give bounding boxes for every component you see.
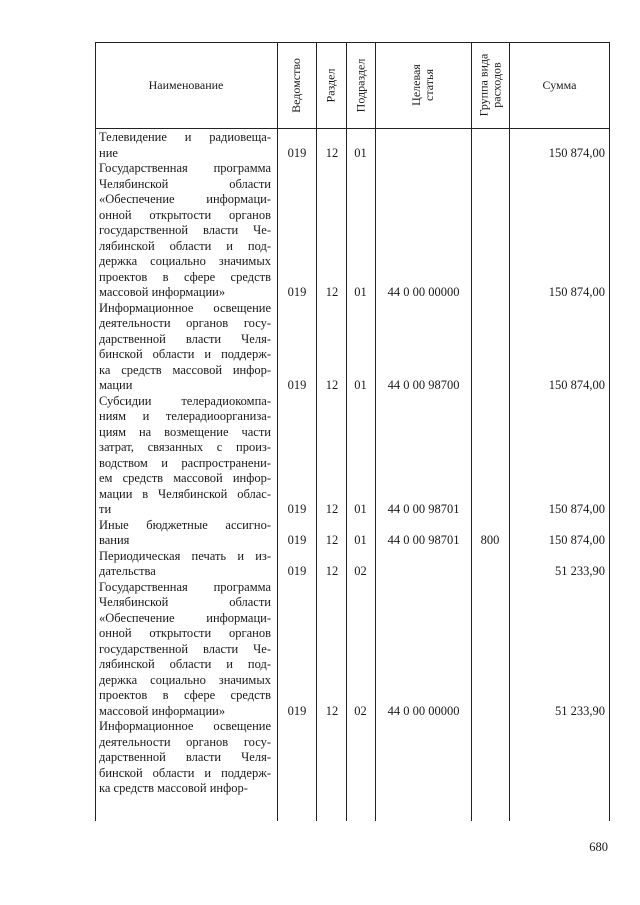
header-gruppa-line2: расходов bbox=[489, 62, 503, 108]
header-summa-text: Сумма bbox=[542, 77, 577, 92]
row-name bbox=[99, 130, 271, 161]
row-name-line: Иные бюджетные ассигно- bbox=[99, 517, 271, 532]
header-podrazdel bbox=[346, 42, 375, 128]
row-name bbox=[99, 394, 271, 518]
row-razdel: 12 bbox=[325, 145, 339, 160]
row-razdel: 12 bbox=[325, 564, 339, 578]
row-razdel: 12 bbox=[325, 502, 339, 516]
row-summa: 150 874,00 bbox=[548, 502, 605, 516]
row-name bbox=[99, 549, 271, 580]
row-name-line: массовой информации» bbox=[99, 285, 226, 299]
row-podrazdel: 02 bbox=[354, 703, 367, 718]
row-celevaya: 44 0 00 98700 bbox=[387, 378, 460, 392]
row-name-line: проектов в сфере средств bbox=[99, 688, 271, 702]
header-celevaya-line2: статья bbox=[421, 69, 436, 101]
row-name-line: «Обеспечение информаци- bbox=[99, 192, 271, 206]
row-name-line: ти bbox=[99, 502, 112, 516]
row-name bbox=[99, 518, 271, 549]
row-gruppa: 800 bbox=[480, 533, 500, 547]
row-name-line: мации bbox=[99, 378, 133, 392]
row-name-line: бинской области и поддерж- bbox=[99, 765, 271, 780]
row-ved: 019 bbox=[287, 703, 307, 718]
row-celevaya: 44 0 00 00000 bbox=[387, 285, 460, 299]
row-name-line: онной открытости органов bbox=[99, 626, 271, 640]
header-name-text: Наименование bbox=[148, 77, 224, 92]
row-razdel: 12 bbox=[325, 285, 339, 299]
header-podrazdel-text: Подраздел bbox=[353, 58, 368, 112]
row-summa: 150 874,00 bbox=[548, 533, 605, 547]
row-name-line: массовой информации» bbox=[99, 703, 226, 718]
row-podrazdel: 01 bbox=[354, 533, 367, 547]
row-name bbox=[99, 161, 271, 301]
row-name-line: «Обеспечение информаци- bbox=[99, 610, 271, 625]
row-name-line: ка средств массовой инфор- bbox=[99, 362, 271, 377]
header-summa bbox=[509, 42, 610, 128]
row-podrazdel: 01 bbox=[354, 378, 367, 392]
row-razdel: 12 bbox=[325, 703, 339, 718]
row-name-line: ка средств массовой инфор- bbox=[99, 781, 248, 795]
header-razdel bbox=[316, 42, 346, 128]
header-vedomstvo-text: Ведомство bbox=[289, 57, 304, 113]
row-podrazdel: 01 bbox=[354, 285, 367, 299]
row-name-line: государственной власти Че- bbox=[99, 223, 271, 237]
row-name-line: Периодическая печать и из- bbox=[99, 548, 271, 563]
row-name-line: держка социально значимых bbox=[99, 672, 271, 687]
row-podrazdel: 01 bbox=[354, 145, 367, 160]
header-divider bbox=[95, 128, 610, 129]
row-razdel: 12 bbox=[325, 378, 339, 392]
row-celevaya: 44 0 00 98701 bbox=[387, 533, 460, 547]
row-name-line: проектов в сфере средств bbox=[99, 269, 271, 284]
row-name-line: Государственная программа bbox=[99, 161, 271, 175]
header-gruppa-line1: Группа вида bbox=[476, 53, 490, 117]
row-name-line: циям на возмещение части bbox=[99, 424, 271, 439]
header-celevaya-text bbox=[410, 64, 436, 106]
header-celevaya bbox=[375, 42, 471, 128]
row-name-line: Информационное освещение bbox=[99, 719, 271, 733]
row-name-line: лябинской области и под- bbox=[99, 657, 271, 671]
row-name-line: затрат, связанных с произ- bbox=[99, 440, 271, 454]
row-name-line: деятельности органов госу- bbox=[99, 316, 271, 330]
row-name-line: держка социально значимых bbox=[99, 254, 271, 268]
row-name-line: ниям и телерадиоорганиза- bbox=[99, 409, 271, 423]
row-name-line: Субсидии телерадиокомпа- bbox=[99, 393, 271, 408]
header-celevaya-line1: Целевая bbox=[408, 64, 423, 106]
row-name-line: ем средств массовой инфор- bbox=[99, 471, 271, 485]
row-ved: 019 bbox=[287, 285, 307, 299]
row-summa: 51 233,90 bbox=[555, 703, 605, 718]
row-razdel: 12 bbox=[325, 533, 339, 547]
row-name-line: водством и распространени- bbox=[99, 455, 271, 470]
row-celevaya: 44 0 00 00000 bbox=[387, 703, 460, 718]
row-name-line: дательства bbox=[99, 564, 156, 578]
row-name-line: мации в Челябинской облас- bbox=[99, 486, 271, 501]
row-name bbox=[99, 719, 271, 797]
row-name bbox=[99, 580, 271, 720]
row-summa: 150 874,00 bbox=[548, 378, 605, 392]
row-name-line: онной открытости органов bbox=[99, 207, 271, 222]
row-name-line: государственной власти Че- bbox=[99, 641, 271, 656]
row-summa: 150 874,00 bbox=[548, 285, 605, 299]
row-name-line: Телевидение и радиовеща- bbox=[99, 130, 271, 144]
header-razdel-text: Раздел bbox=[323, 68, 338, 102]
row-name-line: Челябинской области bbox=[99, 176, 271, 191]
row-ved: 019 bbox=[287, 564, 307, 578]
row-name-line: дарственной власти Челя- bbox=[99, 331, 271, 346]
row-name-line: дарственной власти Челя- bbox=[99, 750, 271, 764]
row-podrazdel: 02 bbox=[354, 564, 367, 578]
row-ved: 019 bbox=[287, 533, 307, 547]
row-podrazdel: 01 bbox=[354, 502, 367, 516]
column-divider bbox=[277, 42, 278, 821]
row-name-line: Информационное освещение bbox=[99, 300, 271, 315]
row-name-line: лябинской области и под- bbox=[99, 238, 271, 253]
row-name-line: Челябинской области bbox=[99, 595, 271, 609]
row-name-line: вания bbox=[99, 533, 130, 547]
header-gruppa-text bbox=[477, 54, 503, 117]
row-ved: 019 bbox=[287, 145, 307, 160]
row-name-line: Государственная программа bbox=[99, 579, 271, 594]
header-gruppa bbox=[471, 42, 509, 128]
row-name bbox=[99, 301, 271, 394]
row-name-line: деятельности органов госу- bbox=[99, 734, 271, 749]
row-ved: 019 bbox=[287, 378, 307, 392]
page-number: 680 bbox=[589, 840, 608, 854]
row-celevaya: 44 0 00 98701 bbox=[387, 502, 460, 516]
header-vedomstvo bbox=[277, 42, 316, 128]
row-name-line: ние bbox=[99, 145, 118, 160]
row-name-line: бинской области и поддерж- bbox=[99, 347, 271, 361]
row-summa: 150 874,00 bbox=[548, 145, 605, 160]
column-divider bbox=[471, 42, 472, 821]
row-summa: 51 233,90 bbox=[555, 564, 605, 578]
header-name bbox=[95, 42, 277, 128]
row-ved: 019 bbox=[287, 502, 307, 516]
